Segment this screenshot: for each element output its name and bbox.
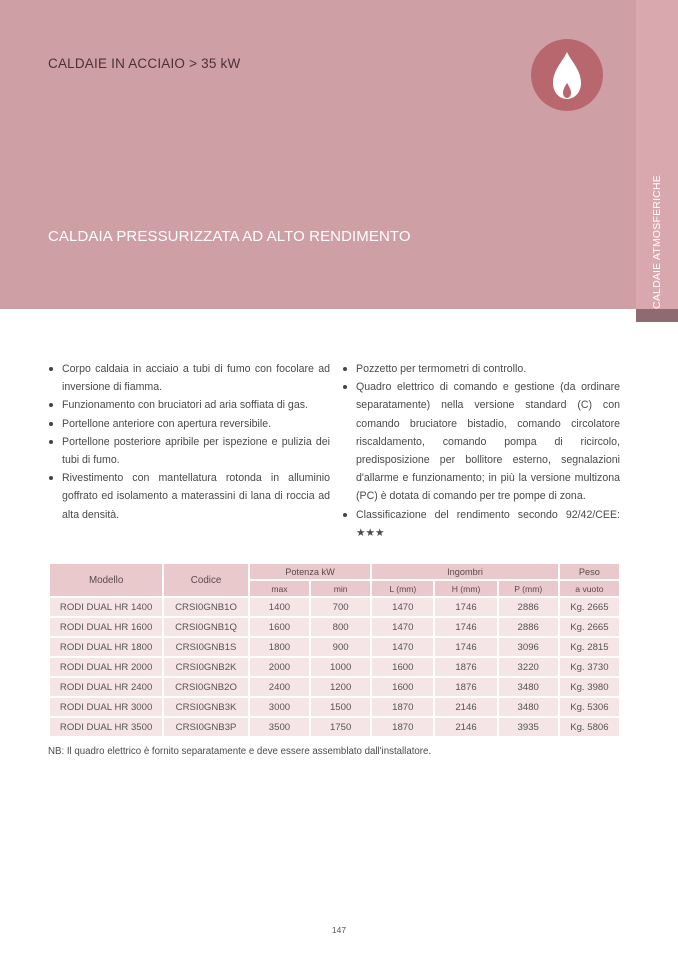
- cell-l: 1870: [372, 718, 433, 736]
- list-item: Portellone anteriore con apertura reversibile.: [48, 415, 330, 433]
- cell-max: 2000: [250, 658, 309, 676]
- header-max: max: [250, 581, 309, 596]
- cell-max: 1800: [250, 638, 309, 656]
- cell-max: 2400: [250, 678, 309, 696]
- cell-min: 700: [311, 598, 370, 616]
- cell-model: RODI DUAL HR 1800: [50, 638, 162, 656]
- cell-p: 3935: [499, 718, 558, 736]
- footnote: NB: Il quadro elettrico è fornito separatamente e deve essere assemblato dall'installatore.: [48, 746, 432, 757]
- table-row: [50, 638, 619, 656]
- page-number: 147: [331, 925, 347, 935]
- table-row: [50, 618, 619, 636]
- cell-weight: Kg. 2665: [560, 598, 619, 616]
- side-section-label: CALDAIE ATMOSFERICHE: [651, 175, 663, 309]
- header-ingombri: Ingombri: [372, 564, 558, 579]
- cell-h: 1746: [435, 618, 496, 636]
- cell-max: 1600: [250, 618, 309, 636]
- table-row: [50, 698, 619, 716]
- category-breadcrumb: CALDAIE IN ACCIAIO > 35 kW: [48, 56, 241, 71]
- cell-code: CRSI0GNB3K: [164, 698, 248, 716]
- cell-code: CRSI0GNB1O: [164, 598, 248, 616]
- cell-model: RODI DUAL HR 1600: [50, 618, 162, 636]
- cell-l: 1600: [372, 658, 433, 676]
- cell-h: 2146: [435, 698, 496, 716]
- cell-p: 2886: [499, 618, 558, 636]
- cell-h: 1876: [435, 658, 496, 676]
- cell-h: 2146: [435, 718, 496, 736]
- header-modello: Modello: [50, 564, 162, 596]
- cell-l: 1470: [372, 598, 433, 616]
- list-item: Portellone posteriore apribile per ispezione e pulizia dei tubi di fumo.: [48, 433, 330, 469]
- header-peso: Peso: [560, 564, 619, 579]
- cell-min: 800: [311, 618, 370, 636]
- cell-p: 3220: [499, 658, 558, 676]
- cell-code: CRSI0GNB2K: [164, 658, 248, 676]
- cell-weight: Kg. 2815: [560, 638, 619, 656]
- cell-model: RODI DUAL HR 1400: [50, 598, 162, 616]
- cell-model: RODI DUAL HR 2400: [50, 678, 162, 696]
- list-item: Corpo caldaia in acciaio a tubi di fumo con focolare ad inversione di fiamma.: [48, 360, 330, 396]
- cell-min: 900: [311, 638, 370, 656]
- cell-weight: Kg. 3980: [560, 678, 619, 696]
- cell-weight: Kg. 5306: [560, 698, 619, 716]
- cell-min: 1000: [311, 658, 370, 676]
- cell-min: 1200: [311, 678, 370, 696]
- header-min: min: [311, 581, 370, 596]
- header-codice: Codice: [164, 564, 248, 596]
- cell-min: 1500: [311, 698, 370, 716]
- features-right-column: [342, 360, 620, 542]
- cell-p: 3480: [499, 678, 558, 696]
- cell-weight: Kg. 2665: [560, 618, 619, 636]
- table-row: [50, 598, 619, 616]
- header-a-vuoto: a vuoto: [560, 581, 619, 596]
- cell-model: RODI DUAL HR 3500: [50, 718, 162, 736]
- features-left-column: [48, 360, 330, 524]
- cell-p: 3480: [499, 698, 558, 716]
- list-item: Pozzetto per termometri di controllo.: [342, 360, 620, 378]
- cell-l: 1870: [372, 698, 433, 716]
- cell-p: 3096: [499, 638, 558, 656]
- cell-code: CRSI0GNB3P: [164, 718, 248, 736]
- cell-max: 3000: [250, 698, 309, 716]
- side-tab-bar: [636, 309, 678, 322]
- cell-code: CRSI0GNB2O: [164, 678, 248, 696]
- header-p: P (mm): [499, 581, 558, 596]
- cell-code: CRSI0GNB1Q: [164, 618, 248, 636]
- header-l: L (mm): [372, 581, 433, 596]
- cell-max: 3500: [250, 718, 309, 736]
- cell-l: 1600: [372, 678, 433, 696]
- cell-code: CRSI0GNB1S: [164, 638, 248, 656]
- cell-model: RODI DUAL HR 2000: [50, 658, 162, 676]
- list-item: Funzionamento con bruciatori ad aria soffiata di gas.: [48, 396, 330, 414]
- cell-l: 1470: [372, 618, 433, 636]
- header-h: H (mm): [435, 581, 496, 596]
- cell-l: 1470: [372, 638, 433, 656]
- cell-h: 1746: [435, 638, 496, 656]
- table-row: [50, 718, 619, 736]
- specs-table: [48, 562, 621, 738]
- cell-weight: Kg. 3730: [560, 658, 619, 676]
- list-item: Classificazione del rendimento secondo 92/42/CEE: ★★★: [342, 506, 620, 542]
- list-item: Quadro elettrico di comando e gestione (da ordinare separatamente) nella versione standard (C) con comando bruciatore bistadio, comando circolatore riscaldamento, comando pompa di ricircolo, predisposizione per bollitore esterno, segnalazioni d'allarme e funzionamento; in più la versione multizona (PC) è dotata di comando per tre pompe di zona.: [342, 378, 620, 505]
- list-item: Rivestimento con mantellatura rotonda in alluminio goffrato ed isolamento a materassini di lana di roccia ad alta densità.: [48, 469, 330, 524]
- cell-model: RODI DUAL HR 3000: [50, 698, 162, 716]
- cell-h: 1746: [435, 598, 496, 616]
- table-row: [50, 678, 619, 696]
- cell-max: 1400: [250, 598, 309, 616]
- cell-p: 2886: [499, 598, 558, 616]
- cell-min: 1750: [311, 718, 370, 736]
- cell-h: 1876: [435, 678, 496, 696]
- table-row: [50, 658, 619, 676]
- flame-icon: [531, 39, 603, 111]
- cell-weight: Kg. 5806: [560, 718, 619, 736]
- page-title: CALDAIA PRESSURIZZATA AD ALTO RENDIMENTO: [48, 228, 411, 245]
- header-potenza: Potenza kW: [250, 564, 370, 579]
